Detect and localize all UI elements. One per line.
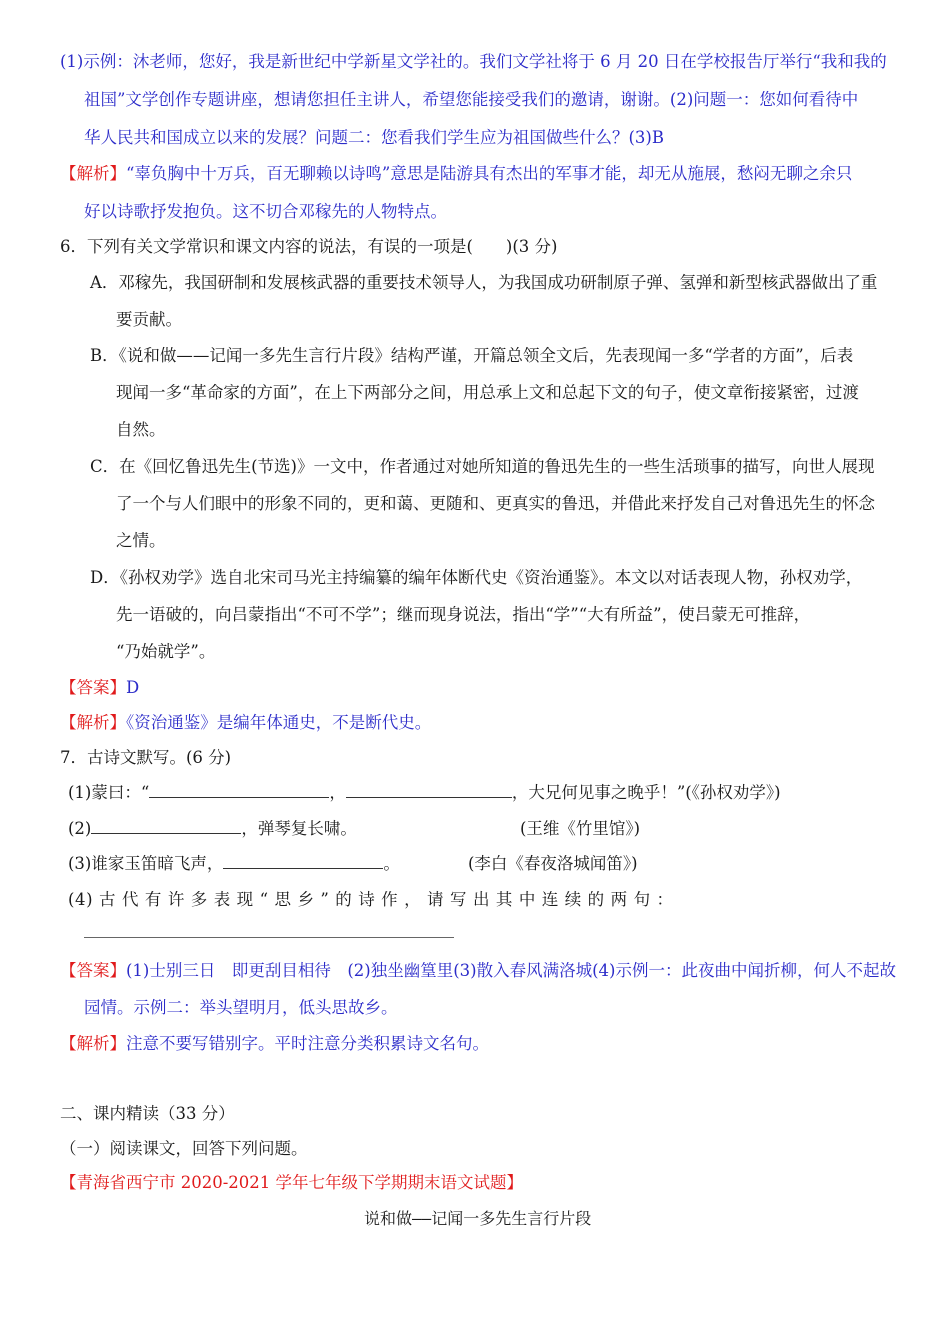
q6-option-a-line-2: 要贡献。 — [116, 310, 182, 329]
q7-item-1 — [68, 779, 781, 803]
passage-title: 说和做——记闻一多先生言行片段 — [364, 1209, 592, 1228]
source-note: 【青海省西宁市 2020-2021 学年七年级下学期期末语文试题】 — [60, 1173, 524, 1192]
q7-blank-1[interactable] — [149, 783, 329, 798]
q5-answer-line-3: 华人民共和国成立以来的发展？问题二：您看我们学生应为祖国做些什么？(3)B — [84, 128, 664, 147]
analysis-tag: 【解析】 — [60, 164, 126, 183]
q6-option-c-line-3: 之情。 — [116, 531, 166, 550]
q7-blank-4[interactable] — [223, 854, 383, 869]
q6-stem: 6．下列有关文学常识和课文内容的说法，有误的一项是( )(3 分) — [60, 237, 558, 256]
q7-stem: 7．古诗文默写。(6 分) — [60, 748, 232, 767]
q6-option-b-line-1: B．《说和做——记闻一多先生言行片段》结构严谨，开篇总领全文后，先表现闻一多“学者的方面”，后表 — [90, 346, 854, 365]
q7-blank-2[interactable] — [346, 783, 512, 798]
q6-option-c-line-2: 了一个与人们眼中的形象不同的，更和蔼、更随和、更真实的鲁迅，并借此来抒发自己对鲁迅先生的怀念 — [116, 494, 875, 513]
q7-item-2-pre: (2) — [68, 819, 92, 838]
q7-item-1-pre: (1)蒙曰：“ — [68, 783, 150, 802]
answer-tag: 【答案】 — [60, 678, 126, 697]
q6-answer — [60, 674, 139, 698]
q6-option-d-line-2: 先一语破的，向吕蒙指出“不可不学”；继而现身说法，指出“学”“大有所益”，使吕蒙无可推辞， — [116, 605, 811, 624]
q7-item-2-post: ，弹琴复长啸。 — [241, 819, 357, 838]
q7-answer-text-1: (1)士别三日 即更刮目相待 (2)独坐幽篁里(3)散入春风满洛城(4)示例一：此夜曲中闻折柳，何人不起故 — [126, 961, 896, 980]
q5-analysis-line-2: 好以诗歌抒发抱负。这不切合邓稼先的人物特点。 — [84, 202, 447, 221]
q7-item-2-source: (王维《竹里馆》) — [520, 819, 641, 838]
q7-item-3-source: (李白《春夜洛城闻笛》) — [468, 854, 638, 873]
q6-option-c-line-1: C．在《回忆鲁迅先生(节选)》一文中，作者通过对她所知道的鲁迅先生的一些生活琐事的描写，向世人展现 — [90, 457, 875, 476]
q6-analysis — [60, 709, 431, 733]
q5-analysis-line-1 — [60, 160, 852, 184]
section-subheading: （一）阅读课文，回答下列问题。 — [60, 1139, 308, 1158]
q6-answer-value: D — [126, 678, 140, 697]
answer-tag: 【答案】 — [60, 961, 126, 980]
section-heading: 二、课内精读（33 分） — [60, 1104, 235, 1123]
q7-item-4: (4) 古 代 有 许 多 表 现 “ 思 乡 ” 的 诗 作 ， 请 写 出 其 中 连 续 的 两 句 ： — [68, 890, 674, 909]
q7-item-3-post: 。 — [383, 854, 400, 873]
q6-option-d-line-3: “乃始就学”。 — [116, 642, 216, 661]
q7-analysis — [60, 1030, 489, 1054]
q6-option-d-line-1: D．《孙权劝学》选自北宋司马光主持编纂的编年体断代史《资治通鉴》。本文以对话表现人物，孙权劝学， — [90, 568, 863, 587]
q7-item-1-post: ，大兄何见事之晚乎！”(《孙权劝学》) — [511, 783, 781, 802]
q7-item-1-mid: ， — [329, 783, 346, 802]
q5-analysis-text-1: “辜负胸中十万兵，百无聊赖以诗鸣”意思是陆游具有杰出的军事才能，却无从施展，愁闷无聊之余只 — [126, 164, 853, 183]
q7-item-2 — [68, 815, 357, 839]
q7-blank-5[interactable] — [84, 937, 454, 938]
q7-item-3 — [68, 850, 400, 874]
q7-answer-line-1 — [60, 957, 896, 981]
q6-option-a-line-1: A．邓稼先，我国研制和发展核武器的重要技术领导人，为我国成功研制原子弹、氢弹和新型核武器做出了重 — [90, 273, 878, 292]
analysis-tag: 【解析】 — [60, 1034, 126, 1053]
q7-item-3-pre: (3)谁家玉笛暗飞声， — [68, 854, 224, 873]
q7-analysis-text: 注意不要写错别字。平时注意分类积累诗文名句。 — [126, 1034, 489, 1053]
q6-analysis-text: 《资治通鉴》是编年体通史，不是断代史。 — [126, 713, 432, 732]
q6-option-b-line-2: 现闻一多“革命家的方面”，在上下两部分之间，用总承上文和总起下文的句子，使文章衔接紧密，过渡 — [116, 383, 859, 402]
q6-option-b-line-3: 自然。 — [116, 420, 166, 439]
q5-answer-line-1: (1)示例：沐老师，您好，我是新世纪中学新星文学社的。我们文学社将于 6 月 20 日在学校报告厅举行“我和我的 — [60, 52, 887, 71]
q5-answer-line-2: 祖国”文学创作专题讲座，想请您担任主讲人，希望您能接受我们的邀请，谢谢。(2)问题一：您如何看待中 — [84, 90, 859, 109]
analysis-tag: 【解析】 — [60, 713, 126, 732]
q7-answer-line-2: 园情。示例二：举头望明月，低头思故乡。 — [84, 998, 398, 1017]
q7-blank-3[interactable] — [91, 819, 241, 834]
